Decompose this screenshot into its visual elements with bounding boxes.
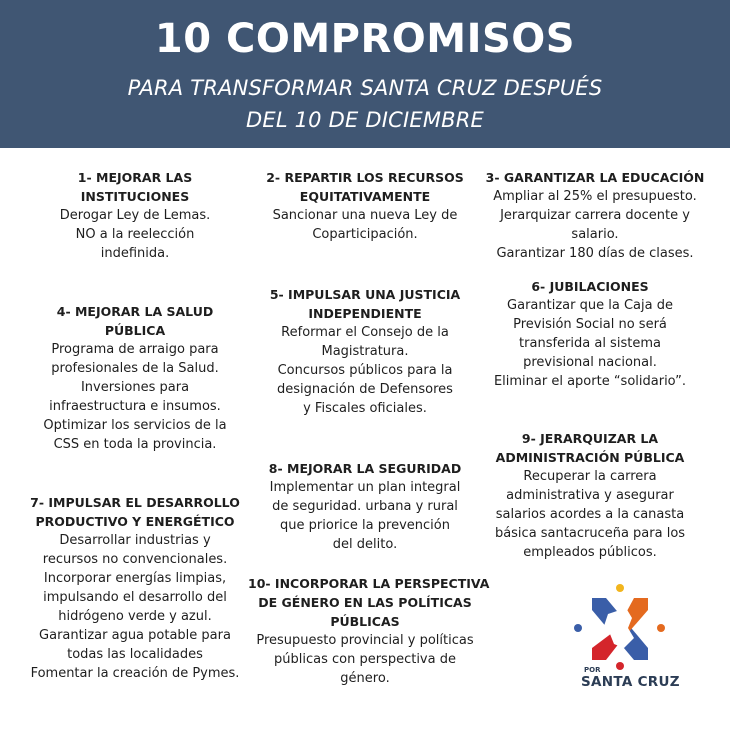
commitment-text: Reformar el Consejo de la <box>281 325 449 340</box>
commitment-heading: EQUITATIVAMENTE <box>299 189 431 204</box>
logo-dot-blue <box>574 624 582 632</box>
commitment-text: profesionales de la Salud. <box>51 361 219 376</box>
commitment-text: básica santacruceña para los <box>494 526 686 541</box>
commitment-text: de seguridad. urbana y rural <box>272 499 458 514</box>
commitment-text: Magistratura. <box>321 344 409 359</box>
commitment-text: previsional nacional. <box>523 355 657 370</box>
commitment-text: Eliminar el aporte “solidario”. <box>493 374 687 389</box>
commitment-heading: 4- MEJORAR LA SALUD <box>56 304 214 319</box>
commitment-text: Ampliar al 25% el presupuesto. <box>493 189 697 204</box>
commitment-heading: DE GÉNERO EN LAS POLÍTICAS <box>258 595 472 610</box>
subtitle-line-1: PARA TRANSFORMAR SANTA CRUZ DESPUÉS <box>127 76 603 100</box>
commitment-text: Programa de arraigo para <box>51 342 219 357</box>
logo-dot-orange <box>657 624 665 632</box>
commitment-heading: INDEPENDIENTE <box>308 306 422 321</box>
commitment-text: Garantizar 180 días de clases. <box>496 246 694 261</box>
commitment-heading: PÚBLICA <box>104 323 166 338</box>
commitment-text: Derogar Ley de Lemas. <box>59 208 211 223</box>
logo-text-santa-cruz: SANTA CRUZ <box>581 674 680 690</box>
commitment-text: salarios acordes a la canasta <box>495 507 685 522</box>
commitment-text: Incorporar energías limpias, <box>43 571 227 586</box>
commitment-text: Garantizar agua potable para <box>39 628 231 643</box>
commitment-text: Recuperar la carrera <box>523 469 657 484</box>
commitment-text: Implementar un plan integral <box>269 480 461 495</box>
commitment-text: indefinida. <box>100 246 170 261</box>
commitment-text: y Fiscales oficiales. <box>303 401 427 416</box>
commitment-text: Garantizar que la Caja de <box>507 298 673 313</box>
commitment-text: empleados públicos. <box>523 545 657 560</box>
logo-text-por: POR <box>584 666 601 674</box>
commitment-text: públicas con perspectiva de <box>274 652 456 667</box>
commitment-heading: PÚBLICAS <box>330 614 400 629</box>
commitment-8 <box>255 459 475 554</box>
commitment-9 <box>480 429 700 562</box>
header-banner <box>0 0 730 148</box>
commitment-7 <box>20 493 250 683</box>
commitment-text: transferida al sistema <box>519 336 661 351</box>
commitment-heading: 1- MEJORAR LAS <box>77 170 193 185</box>
commitment-text: hidrógeno verde y azul. <box>58 609 212 624</box>
commitment-text: Coparticipación. <box>312 227 418 242</box>
commitment-3 <box>485 168 705 263</box>
commitment-6 <box>480 277 700 391</box>
commitment-heading: 7- IMPULSAR EL DESARROLLO <box>30 495 240 510</box>
commitment-text: Presupuesto provincial y políticas <box>256 633 474 648</box>
commitment-text: Desarrollar industrias y <box>59 533 211 548</box>
commitment-text: CSS en toda la provincia. <box>53 437 217 452</box>
subtitle-line-2: DEL 10 DE DICIEMBRE <box>246 108 484 132</box>
commitment-heading: 3- GARANTIZAR LA EDUCACIÓN <box>485 170 705 185</box>
commitment-heading: 8- MEJORAR LA SEGURIDAD <box>268 461 462 476</box>
commitment-text: Optimizar los servicios de la <box>43 418 227 433</box>
commitment-heading: 9- JERARQUIZAR LA <box>521 431 659 446</box>
commitment-text: administrativa y asegurar <box>506 488 674 503</box>
commitment-heading: 6- JUBILACIONES <box>531 279 649 294</box>
commitment-text: Inversiones para <box>80 380 190 395</box>
commitment-text: género. <box>340 671 390 686</box>
commitment-4 <box>25 302 245 454</box>
commitment-text: Previsión Social no será <box>513 317 667 332</box>
commitment-text: impulsando el desarrollo del <box>43 590 227 605</box>
commitment-2 <box>255 168 475 244</box>
commitment-heading: PRODUCTIVO Y ENERGÉTICO <box>35 514 235 529</box>
commitment-heading: INSTITUCIONES <box>80 189 190 204</box>
commitment-text: infraestructura e insumos. <box>49 399 221 414</box>
commitment-text: recursos no convencionales. <box>42 552 228 567</box>
commitment-text: Fomentar la creación de Pymes. <box>30 666 240 681</box>
logo-dot-red <box>616 662 624 670</box>
logo-dot-yellow <box>616 584 624 592</box>
commitment-text: Concursos públicos para la <box>277 363 453 378</box>
commitment-text: que priorice la prevención <box>280 518 450 533</box>
page-title: 10 COMPROMISOS <box>154 16 576 62</box>
commitment-text: designación de Defensores <box>277 382 453 397</box>
commitment-1 <box>30 168 240 263</box>
commitment-10 <box>248 574 490 688</box>
commitment-text: salario. <box>571 227 619 242</box>
commitment-heading: 5- IMPULSAR UNA JUSTICIA <box>269 287 461 302</box>
commitment-5 <box>255 285 475 418</box>
commitment-text: Sancionar una nueva Ley de <box>272 208 458 223</box>
commitment-text: NO a la reelección <box>75 227 195 242</box>
commitment-text: Jerarquizar carrera docente y <box>500 208 690 223</box>
commitment-text: todas las localidades <box>67 647 203 662</box>
commitment-heading: ADMINISTRACIÓN PÚBLICA <box>495 450 685 465</box>
commitment-heading: 2- REPARTIR LOS RECURSOS <box>266 170 464 185</box>
commitment-heading: 10- INCORPORAR LA PERSPECTIVA <box>248 576 490 591</box>
commitment-text: del delito. <box>332 537 398 552</box>
